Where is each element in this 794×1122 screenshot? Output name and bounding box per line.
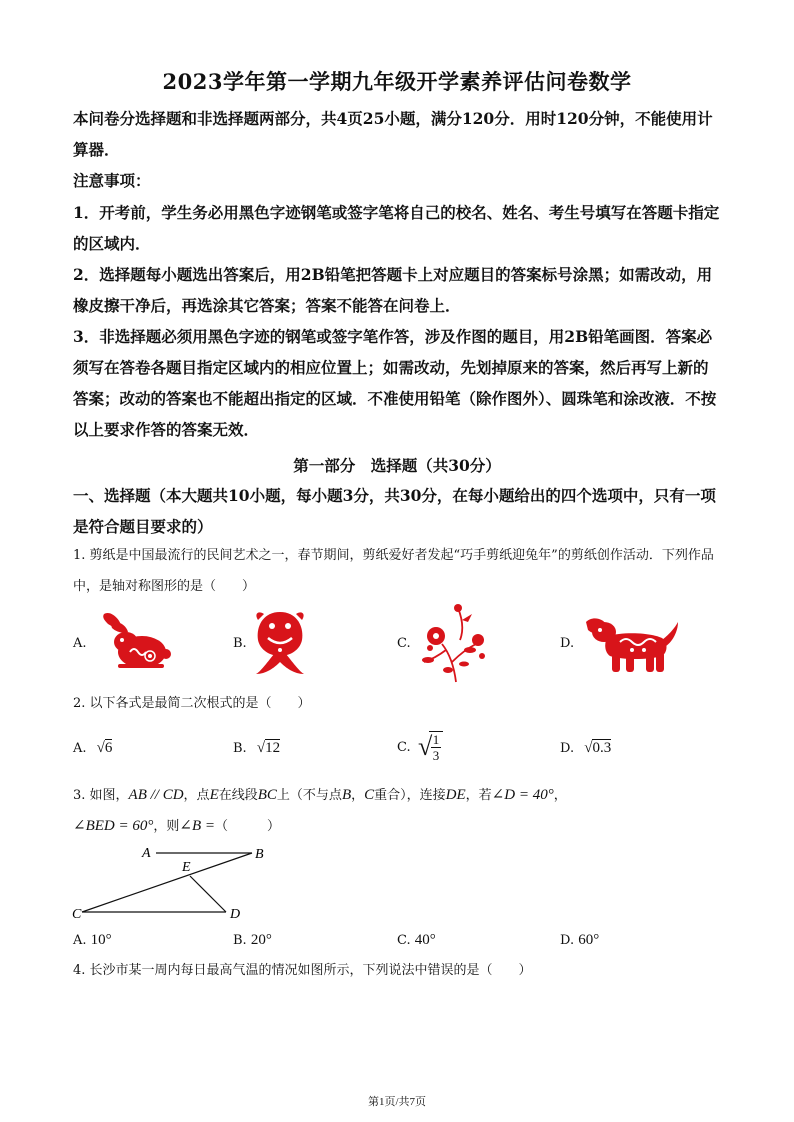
q2-option-b-radicand: 12 bbox=[265, 740, 281, 756]
q1-option-d-label: D. bbox=[560, 636, 575, 651]
point-c-label: C bbox=[72, 907, 82, 922]
segment-bc bbox=[82, 853, 252, 912]
q2-option-a-label: A. bbox=[73, 741, 87, 756]
intro-paragraph: 本问卷分选择题和非选择题两部分，共4页25小题，满分120分．用时120分钟，不能使用计算器． bbox=[73, 109, 713, 159]
point-d-label: D bbox=[230, 907, 241, 922]
question-2-text: 2. 以下各式是最简二次根式的是（ ） bbox=[73, 696, 311, 711]
q3-option-d: D. 60° bbox=[560, 932, 600, 948]
q2-option-c bbox=[397, 738, 411, 758]
dog-papercut-icon bbox=[582, 612, 680, 674]
point-a-label: A bbox=[142, 846, 151, 861]
flower-papercut-icon bbox=[416, 600, 492, 684]
q2-option-c-radical: √ 1 3 bbox=[418, 728, 444, 770]
question-3-text: 3. 如图，AB // CD，点E在线段BC上（不与点B，C重合），连接DE，若∠D = 40°， ∠BED = 60°，则∠B =（ ） bbox=[73, 787, 567, 834]
page-footer: 第1页/共7页 bbox=[367, 1096, 427, 1108]
q1-option-b-label: B. bbox=[233, 636, 247, 651]
q2-option-d-label: D. bbox=[560, 741, 575, 756]
note-2: 2．选择题每小题选出答案后，用2B铅笔把答题卡上对应题目的答案标号涂黑；如需改动，用橡皮擦干净后，再选涂其它答案；答案不能答在问卷上． bbox=[73, 265, 713, 315]
q3-option-a: A. 10° bbox=[73, 932, 112, 948]
q2-option-b-label: B. bbox=[233, 741, 247, 756]
note-3: 3．非选择题必须用黑色字迹的钢笔或签字笔作答，涉及作图的题目，用2B铅笔画图．答案必须写在答卷各题目指定区域内的相应位置上；如需改动，先划掉原来的答案，然后再写上新的答案；改动的答案也不能超出指定的区域．不准使用铅笔（除作图外）、圆珠笔和涂改液．不按以上要求作答的答案无效． bbox=[73, 327, 717, 439]
note-1: 1．开考前，学生务必用黑色字迹钢笔或签字笔将自己的校名、姓名、考生号填写在答题卡指定的区域内． bbox=[73, 203, 720, 253]
q2-option-d: D. √0.3 bbox=[560, 740, 612, 756]
part1-heading: 第一部分 选择题（共30分） bbox=[293, 456, 501, 475]
q2-fraction-denominator: 3 bbox=[432, 748, 440, 763]
q2-option-b: B. √12 bbox=[233, 740, 281, 756]
q2-fraction-numerator: 1 bbox=[432, 732, 440, 747]
point-b-label: B bbox=[255, 847, 264, 862]
section1-heading: 一、选择题（本大题共10小题，每小题3分，共30分，在每小题给出的四个选项中，只有一项是符合题目要求的） bbox=[73, 486, 716, 536]
question-4-text: 4. 长沙市某一周内每日最高气温的情况如图所示，下列说法中错误的是（ ） bbox=[73, 963, 532, 978]
q3-option-c: C. 40° bbox=[397, 932, 436, 948]
q2-option-c-label: C. bbox=[397, 740, 411, 755]
rabbit-papercut-icon bbox=[96, 608, 172, 672]
question-1-text: 1. 剪纸是中国最流行的民间艺术之一，春节期间，剪纸爱好者发起“巧手剪纸迎兔年”的剪纸创作活动．下列作品中，是轴对称图形的是（ ） bbox=[73, 548, 714, 594]
q2-option-d-radicand: 0.3 bbox=[592, 740, 612, 756]
q2-option-a-radicand: 6 bbox=[104, 740, 113, 756]
q3-geometry-figure bbox=[68, 840, 268, 924]
q3-option-b: B. 20° bbox=[233, 932, 272, 948]
q2-option-a: A. √6 bbox=[73, 740, 113, 756]
point-e-label: E bbox=[182, 860, 191, 875]
fish-papercut-icon bbox=[252, 606, 308, 676]
q1-option-a-label: A. bbox=[73, 636, 87, 651]
notice-heading: 注意事项： bbox=[73, 171, 151, 190]
segment-de bbox=[190, 876, 226, 912]
page-title: 2023学年第一学期九年级开学素养评估问卷数学 bbox=[162, 69, 632, 94]
q1-option-c-label: C. bbox=[397, 636, 411, 651]
